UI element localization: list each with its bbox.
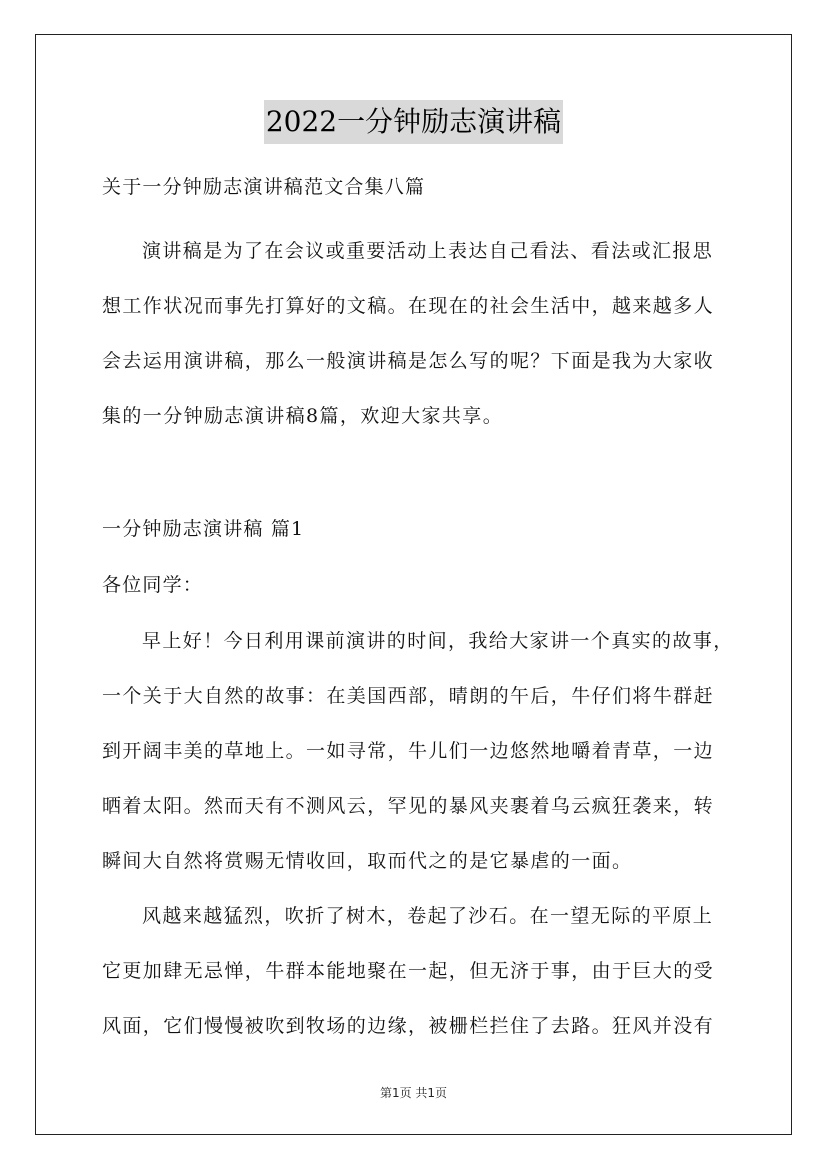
document-subtitle: 关于一分钟励志演讲稿范文合集八篇 bbox=[102, 176, 426, 198]
intro-line-2: 想工作状况而事先打算好的文稿。在现在的社会生活中，越来越多人 bbox=[102, 295, 715, 317]
document-title: 2022一分钟励志演讲稿 bbox=[264, 100, 563, 144]
intro-line-1: 演讲稿是为了在会议或重要活动上表达自己看法、看法或汇报思 bbox=[142, 240, 714, 262]
para1-line-4: 晒着太阳。然而天有不测风云，罕见的暴风夹裹着乌云疯狂袭来，转 bbox=[102, 795, 715, 817]
page-footer: 第1页 共1页 bbox=[379, 1086, 448, 1100]
document-body bbox=[102, 172, 734, 1054]
para1-line-1: 早上好！今日利用课前演讲的时间，我给大家讲一个真实的故事， bbox=[142, 630, 734, 652]
para2-line-3: 风面，它们慢慢被吹到牧场的边缘，被栅栏拦住了去路。狂风并没有 bbox=[102, 1015, 715, 1037]
para1-line-3: 到开阔丰美的草地上。一如寻常，牛儿们一边悠然地嚼着青草，一边 bbox=[102, 740, 715, 762]
salutation: 各位同学： bbox=[102, 574, 204, 596]
para2-line-1: 风越来越猛烈，吹折了树木，卷起了沙石。在一望无际的平原上 bbox=[142, 905, 714, 927]
title-container bbox=[0, 100, 827, 144]
para2-line-2: 它更加肆无忌惮，牛群本能地聚在一起，但无济于事，由于巨大的受 bbox=[102, 960, 715, 982]
intro-line-3: 会去运用演讲稿，那么一般演讲稿是怎么写的呢？下面是我为大家收 bbox=[102, 350, 715, 372]
section-heading: 一分钟励志演讲稿 篇1 bbox=[102, 518, 305, 540]
para1-line-2: 一个关于大自然的故事：在美国西部，晴朗的午后，牛仔们将牛群赶 bbox=[102, 685, 715, 707]
intro-line-4: 集的一分钟励志演讲稿8篇，欢迎大家共享。 bbox=[102, 405, 504, 427]
para1-line-5: 瞬间大自然将赏赐无情收回，取而代之的是它暴虐的一面。 bbox=[102, 850, 633, 872]
